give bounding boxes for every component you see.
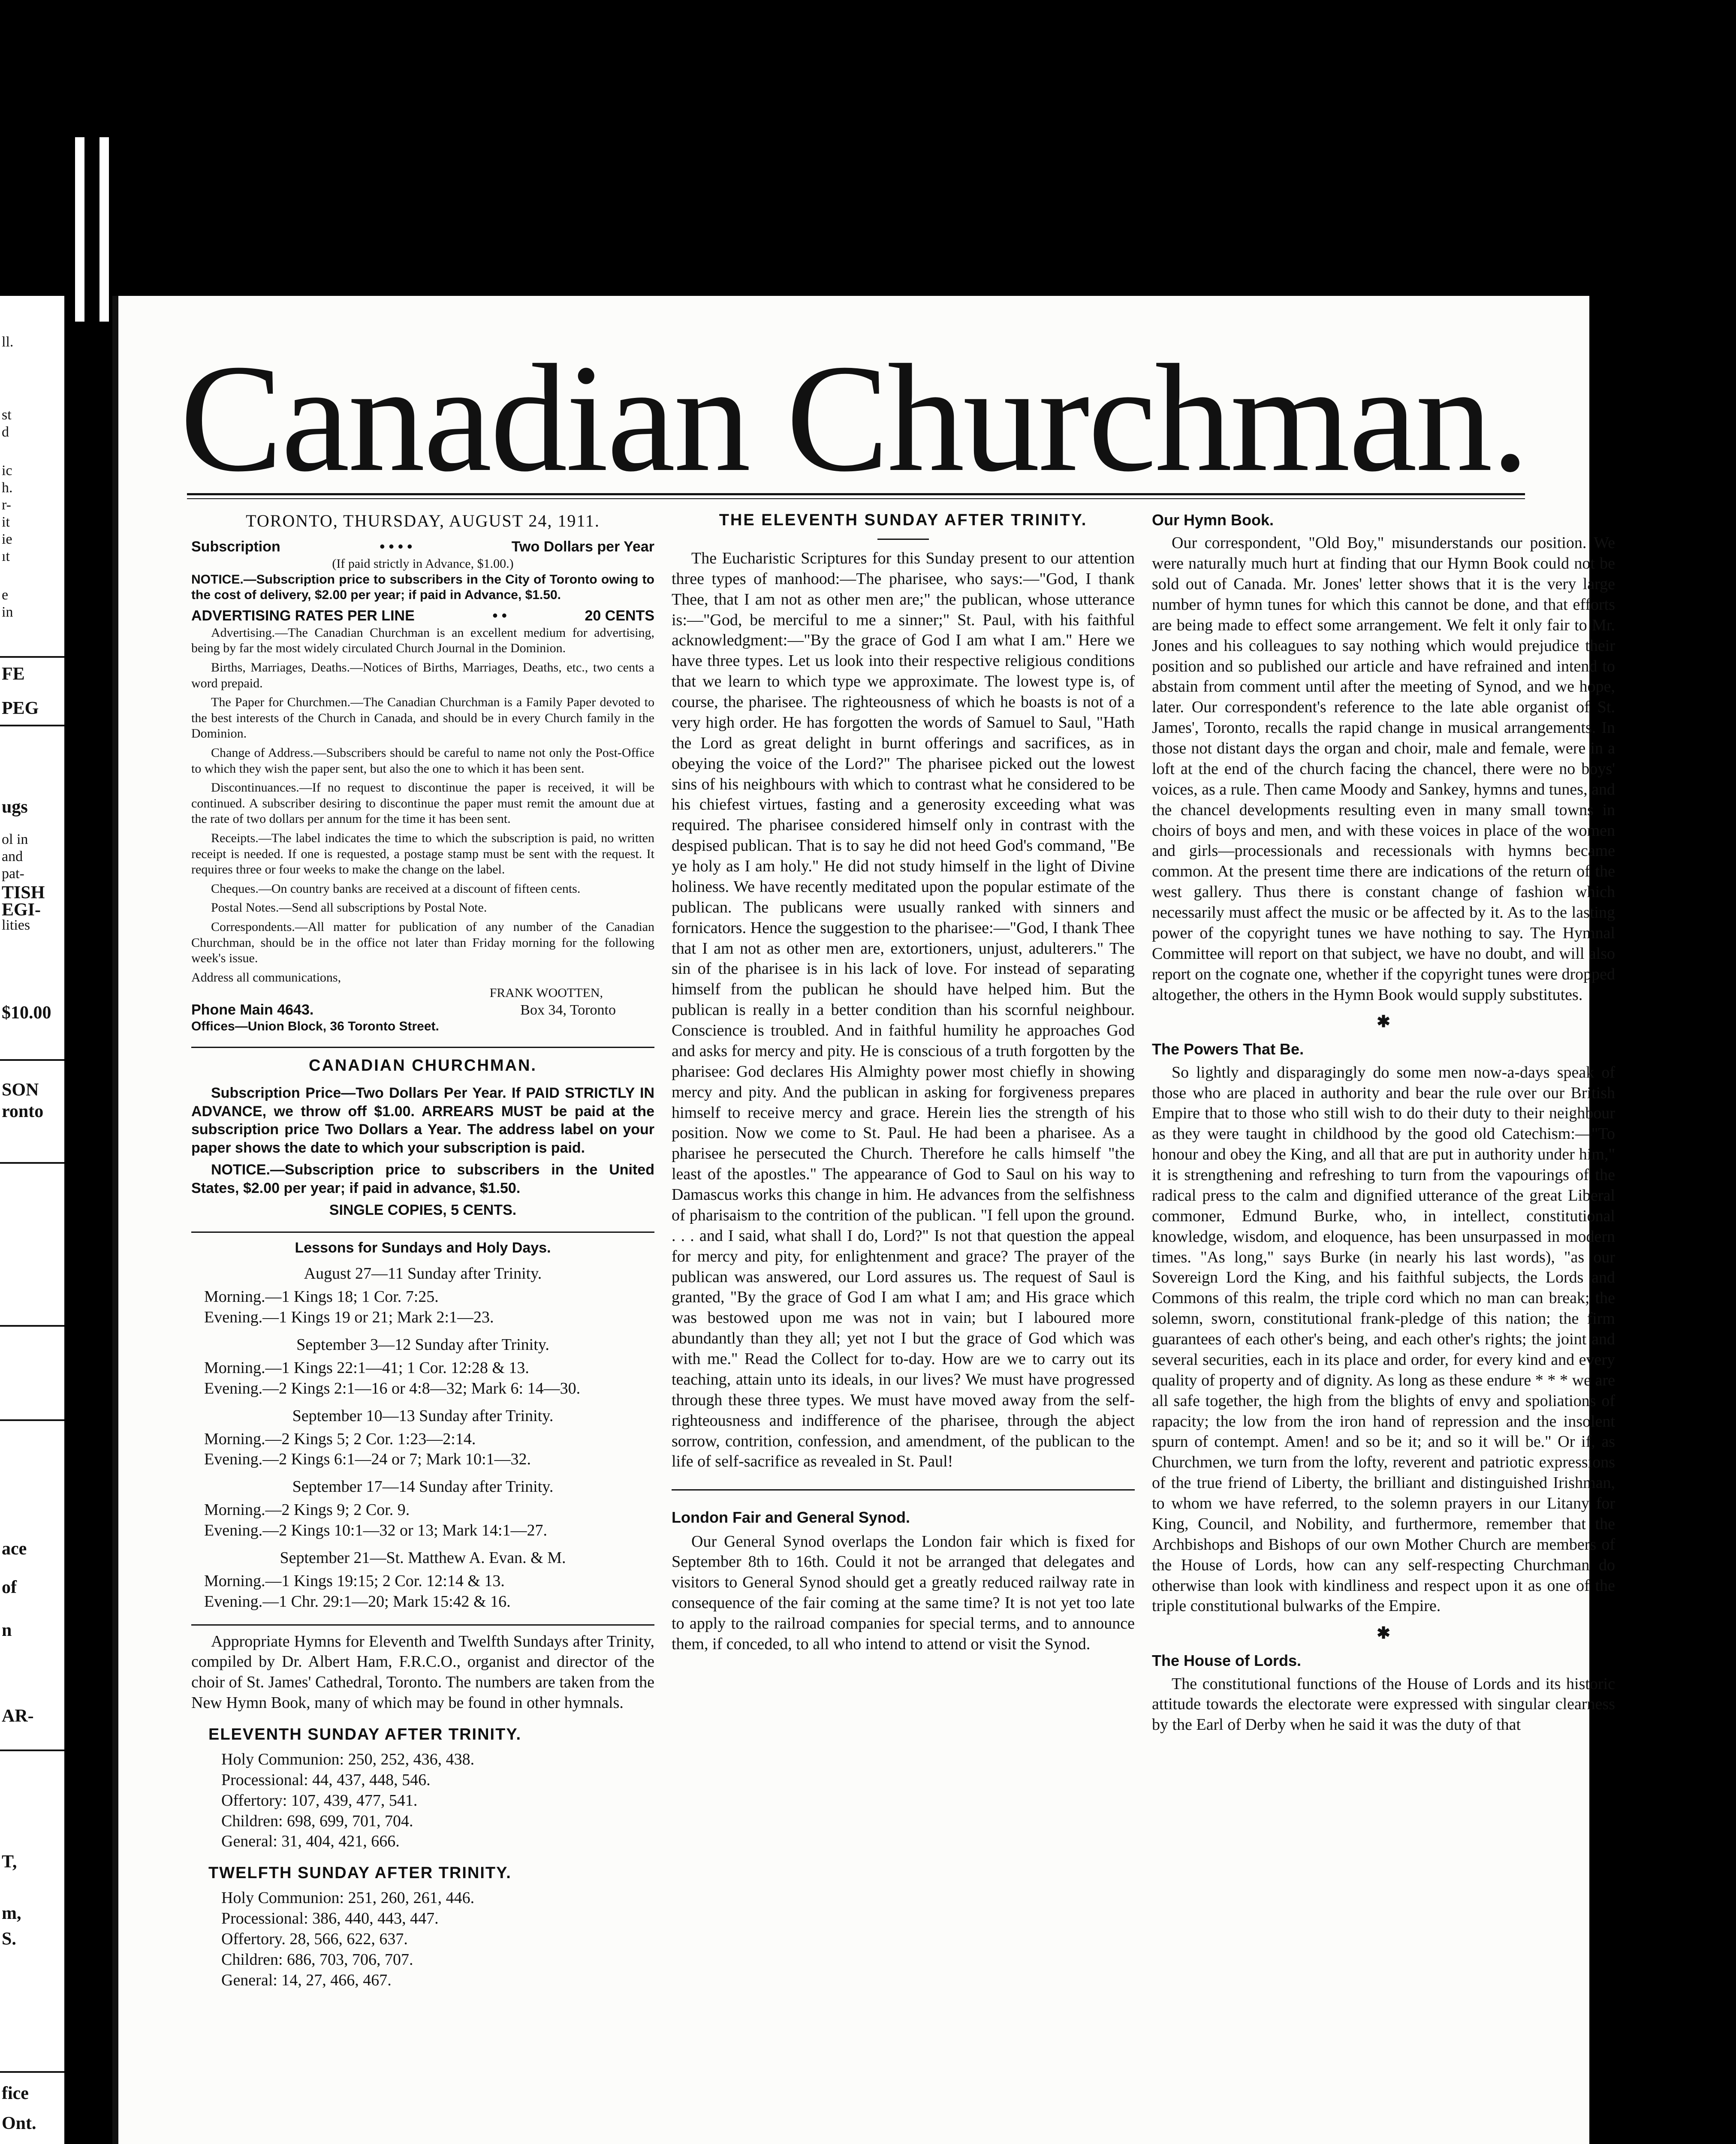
fragment-text: ugs [2, 797, 28, 817]
lesson-evening: Evening.—1 Chr. 29:1—20; Mark 15:42 & 16. [204, 1592, 511, 1611]
fragment-text: it [2, 514, 10, 530]
fragment-text: ll. [2, 334, 14, 350]
lesson-morning: Morning.—2 Kings 5; 2 Cor. 1:23—2:14. [204, 1430, 476, 1448]
cc-notice: NOTICE.—Subscription price to subscribers in the United States, $2.00 per year; if paid in advance, $1.50. [191, 1162, 654, 1196]
subscription-advance: (If paid strictly in Advance, $1.00.) [332, 557, 514, 571]
fragment-text: r- [2, 497, 11, 513]
notice-paragraph: Change of Address.—Subscribers should be careful to name not only the Post-Office to which they wish the paper sent, but also the one to which it has been sent. [191, 745, 654, 776]
contact-row [191, 1001, 654, 1019]
fragment-text: in [2, 604, 13, 620]
notice-paragraph: Postal Notes.—Send all subscriptions by Postal Note. [211, 900, 487, 915]
masthead-rule [187, 498, 1525, 499]
fragment-rule [0, 1162, 64, 1164]
lesson-morning: Morning.—1 Kings 18; 1 Cor. 7:25. [204, 1288, 439, 1306]
eleventh-heading: ELEVENTH SUNDAY AFTER TRINITY. [208, 1725, 522, 1744]
lesson-title: August 27—11 Sunday after Trinity. [304, 1265, 542, 1283]
divider [191, 1624, 654, 1626]
hymn-line: Holy Communion: 251, 260, 261, 446. [221, 1889, 475, 1907]
fragment-text: ace [2, 1539, 27, 1559]
film-mark [99, 137, 109, 322]
section-ornament: ✱ [1377, 1013, 1390, 1031]
notice-paragraph: Discontinuances.—If no request to discontinue the paper is received, it will be continued. A subscriber desiring to discontinue the paper must remit the amount due at the rate of two dollars per annum for the time it has been sent. [191, 780, 654, 826]
hymn-line: Processional: 386, 440, 443, 447. [221, 1909, 439, 1928]
hymn-line: General: 31, 404, 421, 666. [221, 1832, 400, 1851]
fragment-text: AR- [2, 1706, 34, 1726]
hymn-line: Children: 686, 703, 706, 707. [221, 1950, 413, 1969]
hymn-line: Offertory: 107, 439, 477, 541. [221, 1791, 418, 1810]
cc-heading: CANADIAN CHURCHMAN. [309, 1056, 537, 1075]
column-middle [672, 510, 1135, 1658]
notice-paragraph: Correspondents.—All matter for publication of any number of the Canadian Churchman, should be in the office not later than Friday morning for the following week's issue. [191, 919, 654, 966]
advertising-rate [191, 607, 654, 625]
advertising-value: 20 CENTS [585, 608, 654, 624]
lesson-evening: Evening.—2 Kings 6:1—24 or 7; Mark 10:1—32. [204, 1450, 531, 1469]
fragment-text: $10.00 [2, 1003, 51, 1023]
fragment-text: ic [2, 463, 12, 479]
publisher-notices [191, 625, 654, 967]
hymn-line: Offertory. 28, 566, 622, 637. [221, 1930, 408, 1948]
powers-paragraph: So lightly and disparagingly do some men now-a-days speak of those who are placed in authority and bear the rule over our British Empire that to those who still wish to do their duty to their neighbour as they were taught in childhood by the good old Catechism:—"To honour and obey the King, and all that are put in authority under him," it is strengthening and refreshing to turn from the vapourings of the radical press to the calm and dignified utterance of the great Liberal commoner, Edmund Burke, who, in intellect, constitutional knowledge, wisdom, and eloquence, has been unsurpassed in modern times. "As long," says Burke (in nearly his last words), "as our Sovereign Lord the King, and his faithful subjects, the Lords and Commons of this realm, the triple cord which no man can break; the solemn, sworn, constitutional frank-pledge of this nation; the firm guarantees of each other's being, and each other's rights; the joint and several securities, each in its place and order, for every kind and every quality of property and of dignity. As long as these endure * * * we are all safe together, the high from the blights of envy and spoliations of rapacity; the low from the iron hand of repression and the insolent spurn of contempt. Amen! and so be it; and so it will be." Or if, as Churchmen, we turn from the lofty, reverent and patriotic expressions of the true friend of Liberty, the brilliant and distinguished Irishman, to whom we have referred, to the solemn prayers in our Litany for King, Council, and Nobility, and furthermore, remember that the Archbishops and Bishops of our own Mother Church are members of the House of Lords, how can any self-respecting Churchman do otherwise than look with kindliness and respect upon it as one of the triple constitutional bulwarks of the Empire. [1152, 1063, 1615, 1615]
phone-number: Phone Main 4643. [191, 1001, 314, 1018]
eleventh-hymns [191, 1750, 654, 1852]
box-address: Box 34, Toronto [520, 1002, 616, 1018]
advertising-dots: • • [492, 608, 507, 624]
advertising-label: ADVERTISING RATES PER LINE [191, 608, 415, 624]
fragment-text: S. [2, 1929, 16, 1949]
fragment-text: st [2, 407, 12, 423]
lesson-morning: Morning.—1 Kings 19:15; 2 Cor. 12:14 & 13. [204, 1572, 505, 1590]
hymn-line: Children: 698, 699, 701, 704. [221, 1812, 413, 1830]
lords-heading: The House of Lords. [1152, 1652, 1302, 1670]
twelfth-heading: TWELFTH SUNDAY AFTER TRINITY. [208, 1864, 512, 1882]
notice-paragraph: Advertising.—The Canadian Churchman is an excellent medium for advertising, being by far the most widely circulated Church Journal in the Dominion. [191, 625, 654, 656]
fragment-text: ol in [2, 831, 28, 847]
address-label: Address all communications, [191, 970, 341, 985]
lesson-morning: Morning.—1 Kings 22:1—41; 1 Cor. 12:28 & 13. [204, 1358, 529, 1377]
fragment-rule [0, 1419, 64, 1421]
fragment-text: m, [2, 1903, 21, 1923]
dateline: TORONTO, THURSDAY, AUGUST 24, 1911. [246, 511, 600, 530]
fragment-rule [0, 1750, 64, 1751]
london-paragraph: Our General Synod overlaps the London fair which is fixed for September 8th to 16th. Could it not be arranged that delegates and visitors to General Synod should get a greatly reduced railway rate in consequence of the fair coming at the same time? It is not yet too late to apply to the railroad companies for special terms, and to announce them, if conceded, to all who intend to attend or visit the Synod. [672, 1532, 1135, 1653]
masthead-rule [187, 493, 1525, 495]
subscription-label: Subscription [191, 539, 280, 555]
notice-city: NOTICE.—Subscription price to subscribers in the City of Toronto owing to the cost of delivery, $2.00 per year; if paid in Advance, $1.50. [191, 572, 654, 602]
article-heading: THE ELEVENTH SUNDAY AFTER TRINITY. [719, 511, 1088, 529]
fragment-text: SON [2, 1080, 39, 1100]
column-right [1152, 510, 1615, 1739]
divider [191, 1232, 654, 1233]
office-address: Offices—Union Block, 36 Toronto Street. [191, 1019, 439, 1034]
editor-name: FRANK WOOTTEN, [489, 986, 603, 1000]
hymn-book-heading: Our Hymn Book. [1152, 511, 1274, 529]
fragment-text: pat- [2, 866, 24, 882]
short-rule [877, 539, 929, 540]
newspaper-page [112, 296, 1615, 2144]
fragment-rule [0, 656, 64, 658]
fragment-text: and [2, 849, 23, 864]
powers-heading: The Powers That Be. [1152, 1040, 1304, 1058]
cc-single-copies: SINGLE COPIES, 5 CENTS. [329, 1201, 517, 1218]
film-mark [75, 137, 84, 322]
divider [191, 1047, 654, 1048]
fragment-text: ıt [2, 548, 10, 564]
hymn-line: Processional: 44, 437, 448, 546. [221, 1771, 431, 1789]
hymn-line: Holy Communion: 250, 252, 436, 438. [221, 1750, 475, 1768]
fragment-text: fice [2, 2084, 29, 2103]
fragment-text: ronto [2, 1102, 44, 1121]
lords-paragraph: The constitutional functions of the House of Lords and its historic attitude towards the electorate were expressed with singular clearness by the Earl of Derby when he said it was the duty of that [1152, 1674, 1615, 1734]
subscription-value: Two Dollars per Year [511, 539, 654, 555]
fragment-text: d [2, 424, 9, 440]
notice-paragraph: Receipts.—The label indicates the time to which the subscription is paid, no written receipt is needed. If one is requested, a postage stamp must be sent with the request. It requires three or four weeks to make the change on the label. [191, 831, 654, 877]
fragment-text: EGI- [2, 900, 41, 920]
cc-price: Subscription Price—Two Dollars Per Year. If PAID STRICTLY IN ADVANCE, we throw off $1.00. ARREARS MUST be paid at the subscription price Two Dollars a Year. The address label on your paper shows the date to which your subscription is paid. [191, 1084, 654, 1156]
fragment-text: n [2, 1620, 12, 1640]
fragment-rule [0, 2071, 64, 2073]
column-left [191, 510, 654, 1991]
lesson-title: September 21—St. Matthew A. Evan. & M. [280, 1548, 566, 1567]
notice-paragraph: Births, Marriages, Deaths.—Notices of Births, Marriages, Deaths, etc., two cents a word prepaid. [191, 660, 654, 690]
lesson-title: September 17—14 Sunday after Trinity. [292, 1478, 554, 1496]
article-body [672, 548, 1135, 1472]
lesson-evening: Evening.—1 Kings 19 or 21; Mark 2:1—23. [204, 1308, 494, 1327]
fragment-text: FE [2, 664, 25, 684]
adjacent-page-fragment [0, 296, 64, 2144]
fragment-rule [0, 725, 64, 726]
twelfth-hymns [191, 1888, 654, 1990]
lesson-morning: Morning.—2 Kings 9; 2 Cor. 9. [204, 1501, 410, 1519]
fragment-text: of [2, 1578, 17, 1597]
fragment-text: h. [2, 480, 13, 496]
lesson-evening: Evening.—2 Kings 10:1—32 or 13; Mark 14:1—27. [204, 1521, 548, 1540]
divider [672, 1489, 1135, 1491]
lesson-title: September 3—12 Sunday after Trinity. [296, 1336, 549, 1354]
fragment-text: Ont. [2, 2114, 36, 2133]
hymn-line: General: 14, 27, 466, 467. [221, 1971, 392, 1989]
fragment-text: e [2, 587, 9, 603]
hymn-book-paragraph: Our correspondent, "Old Boy," misunderstands our position. We were naturally much hurt at finding that our Hymn Book could not be sold out of Canada. Mr. Jones' letter shows that it is the very large number of hymn tunes for which this cannot be done, and that efforts are being made to effect some arrangement. We felt it only fair to Mr. Jones and his colleagues to say nothing which would prejudice their position and so published our article and have refrained and intend to abstain from comment until after the meeting of Synod, and we hope, later. Our correspondent's reference to the late able organist of St. James', Toronto, recalls the rapid change in musical arrangements. In those not distant days the organ and choir, male and female, were in a loft at the end of the church facing the chancel, there were no boys' voices, as a rule. Then came Moody and Sankey, hymns and tunes, and the chancel developments resulting even in many small towns in choirs of boys and men, and with these voices in place of the women and girls—processionals and recessionals with hymns became common. At the present time there are indications of the return of the west gallery. Thus there is constant change of fashion which necessarily must affect the music or be affected by it. As to the lasting power of the copyright tunes we have nothing to say. The Hymnal Committee will report on that subject, we have no doubt, and will also report on the cognate one, whether if the copyright tunes were dropped altogether, the others in the Hymn Book would supply substitutes. [1152, 534, 1615, 1004]
subscription-rate [191, 538, 654, 556]
london-heading: London Fair and General Synod. [672, 1509, 910, 1527]
notice-paragraph: The Paper for Churchmen.—The Canadian Churchman is a Family Paper devoted to the best interests of the Church in Canada, and should be in every Church family in the Dominion. [191, 695, 654, 741]
fragment-text: T, [2, 1852, 17, 1872]
lesson-title: September 10—13 Sunday after Trinity. [292, 1406, 554, 1425]
fragment-text: lities [2, 917, 30, 933]
lessons-list [191, 1264, 654, 1612]
subscription-dots: • • • • [380, 539, 413, 555]
notice-paragraph: Cheques.—On country banks are received at a discount of fifteen cents. [211, 881, 581, 896]
lesson-evening: Evening.—2 Kings 2:1—16 or 4:8—32; Mark 6: 14—30. [204, 1379, 581, 1397]
fragment-text: TISH [2, 883, 45, 903]
section-ornament: ✱ [1377, 1624, 1390, 1643]
article-paragraph: The Eucharistic Scriptures for this Sunday present to our attention three types of manhood:—The pharisee, who says:—"God, I thank Thee, that I am not as other men are;" the publican, whose utterance is:—"God, be merciful to me a sinner;" St. Paul, with his faithful acknowledgment:—"By the grace of God I am what I am." Here we have three types. Let us look into their respective religious conditions that we learn to which type we approximate. The lowest type is, of course, the pharisee. The righteousness of which he boasts is not of a very high order. He has forgotten the words of Samuel to Saul, "Hath the Lord as great delight in burnt offerings and sacrifices, as in obeying the voice of the Lord?" The pharisee picked out the lowest sins of his neighbours with which to contrast what he considered to be his chiefest virtues, fasting and a generosity exceeding what was required. The pharisee considered himself only in contrast with the despised publican. That is to say he did not heed God's command, "Be ye holy as I am holy." He did not study himself in the light of Divine holiness. We have recently meditated upon the popular estimate of the publican. The publicans were usually ranked with sinners and fornicators. Hence the suggestion to the pharisee:—"God, I thank Thee that I am not as other men are, extortioners, unjust, adulterers." The sin of the pharisee is in his lack of love. For instead of separating himself from the publican he should have helped him. But the publican is really in a better condition than his scornful neighbour. Conscience is troubled. And in faithful humility he approaches God and asks for mercy and pity. He is conscious of a truth forgotten by the pharisee: God declares His Almighty power most chiefly in showing mercy and pity. And the publican in asking for forgiveness prepares himself to receive mercy and grace. Herein lies the strength of his position. Now we come to St. Paul. He had been a pharisee. As a pharisee he persecuted the Church. Therefore he calls himself "the least of the apostles." The appearance of God to Saul on his way to Damascus works this change in him. He advances from the selfishness of pharisaism to the contrition of the publican. "I fell upon the ground. . . . and I said, what shall I do, Lord?" Is not that question the appeal for mercy and pity, for enlightenment and grace? The prayer of the publican was answered, our Lord assures us. The request of Saul is granted, "By the grace of God I am what I am; and His grace which was bestowed upon me was not in vain; but I laboured more abundantly than they all; yet not I but the grace of God which was with me." Read the Collect for to-day. How are we to carry out its teaching, attain unto its ideals, in our lives? We must have progressed through these three types. We must have moved away from the self-righteousness and indifference of the pharisee, through the abject sorrow, contrition, confession, and amendment, of the publican to the life of self-sacrifice as revealed in St. Paul! [672, 549, 1135, 1471]
masthead-title: Canadian Churchman. [180, 332, 1528, 503]
fragment-text: ie [2, 531, 12, 547]
fragment-text: PEG [2, 699, 39, 718]
hymns-intro: Appropriate Hymns for Eleventh and Twelfth Sundays after Trinity, compiled by Dr. Albert Ham, F.R.C.O., organist and director of the choir of St. James' Cathedral, Toronto. The numbers are taken from the New Hymn Book, many of which may be found in other hymnals. [191, 1632, 654, 1712]
fragment-rule [0, 1325, 64, 1327]
fragment-rule [0, 1059, 64, 1061]
lessons-heading: Lessons for Sundays and Holy Days. [295, 1239, 551, 1256]
